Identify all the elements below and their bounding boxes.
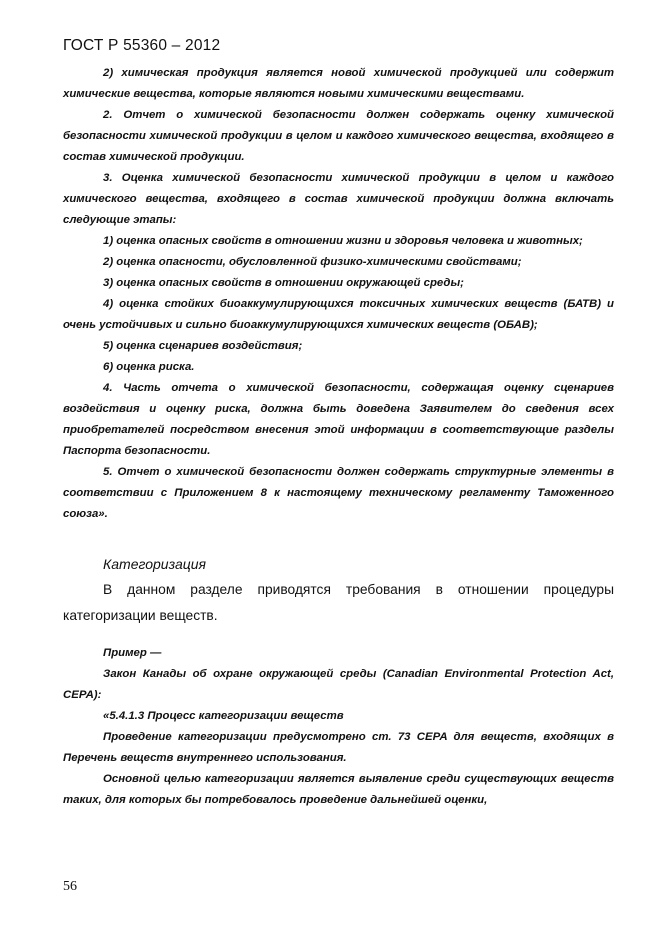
- list-paragraph: 5) оценка сценариев воздействия;: [103, 340, 303, 352]
- section-title: Категоризация: [103, 556, 206, 572]
- list-paragraph: 2) химическая продукция является новой химической продукцией или содержит химические вещества, которые являются новыми химическими веществами.: [63, 67, 614, 100]
- list-paragraph: 1) оценка опасных свойств в отношении жизни и здоровья человека и животных;: [103, 235, 583, 247]
- list-paragraph: 2. Отчет о химической безопасности должен содержать оценку химической безопасности химической продукции в целом и каждого химического вещества, входящего в состав химической продукции.: [63, 109, 614, 163]
- example-paragraph: Закон Канады об охране окружающей среды (Canadian Environmental Protection Act, CEPA):: [63, 668, 614, 701]
- example-label: Пример —: [103, 647, 162, 659]
- document-header: ГОСТ Р 55360 – 2012: [63, 37, 221, 54]
- section-text: В данном разделе приводятся требования в отношении процедуры категоризации веществ.: [63, 582, 614, 623]
- example-paragraph: Проведение категоризации предусмотрено ст. 73 CEPA для веществ, входящих в Перечень веществ внутреннего использования.: [63, 731, 614, 764]
- list-paragraph: 2) оценка опасности, обусловленной физико-химическими свойствами;: [103, 256, 522, 268]
- list-paragraph: 3. Оценка химической безопасности химической продукции в целом и каждого химического вещества, входящего в состав химической продукции должна включать следующие этапы:: [63, 172, 614, 226]
- document-body: [63, 63, 614, 811]
- example-paragraph: «5.4.1.3 Процесс категоризации веществ: [103, 710, 344, 722]
- list-paragraph: 5. Отчет о химической безопасности должен содержать структурные элементы в соответствии с Приложением 8 к настоящему техническому регламенту Таможенного союза».: [63, 466, 614, 520]
- list-paragraph: 4) оценка стойких биоаккумулирующихся токсичных химических веществ (БАТВ) и очень устойчивых и сильно биоаккумулирующихся химических веществ (ОБАВ);: [63, 298, 614, 331]
- list-paragraph: 3) оценка опасных свойств в отношении окружающей среды;: [103, 277, 464, 289]
- list-paragraph: 6) оценка риска.: [103, 361, 195, 373]
- example-block: [63, 643, 614, 811]
- list-paragraph: 4. Часть отчета о химической безопасности, содержащая оценку сценариев воздействия и оценку риска, должна быть доведена Заявителем до сведения всех приобретателей посредством внесения этой информации в соответствующие разделы Паспорта безопасности.: [63, 382, 614, 457]
- page-number: 56: [63, 879, 77, 894]
- example-paragraph: Основной целью категоризации является выявление среди существующих веществ таких, для которых бы потребовалось проведение дальнейшей оценки,: [63, 773, 614, 806]
